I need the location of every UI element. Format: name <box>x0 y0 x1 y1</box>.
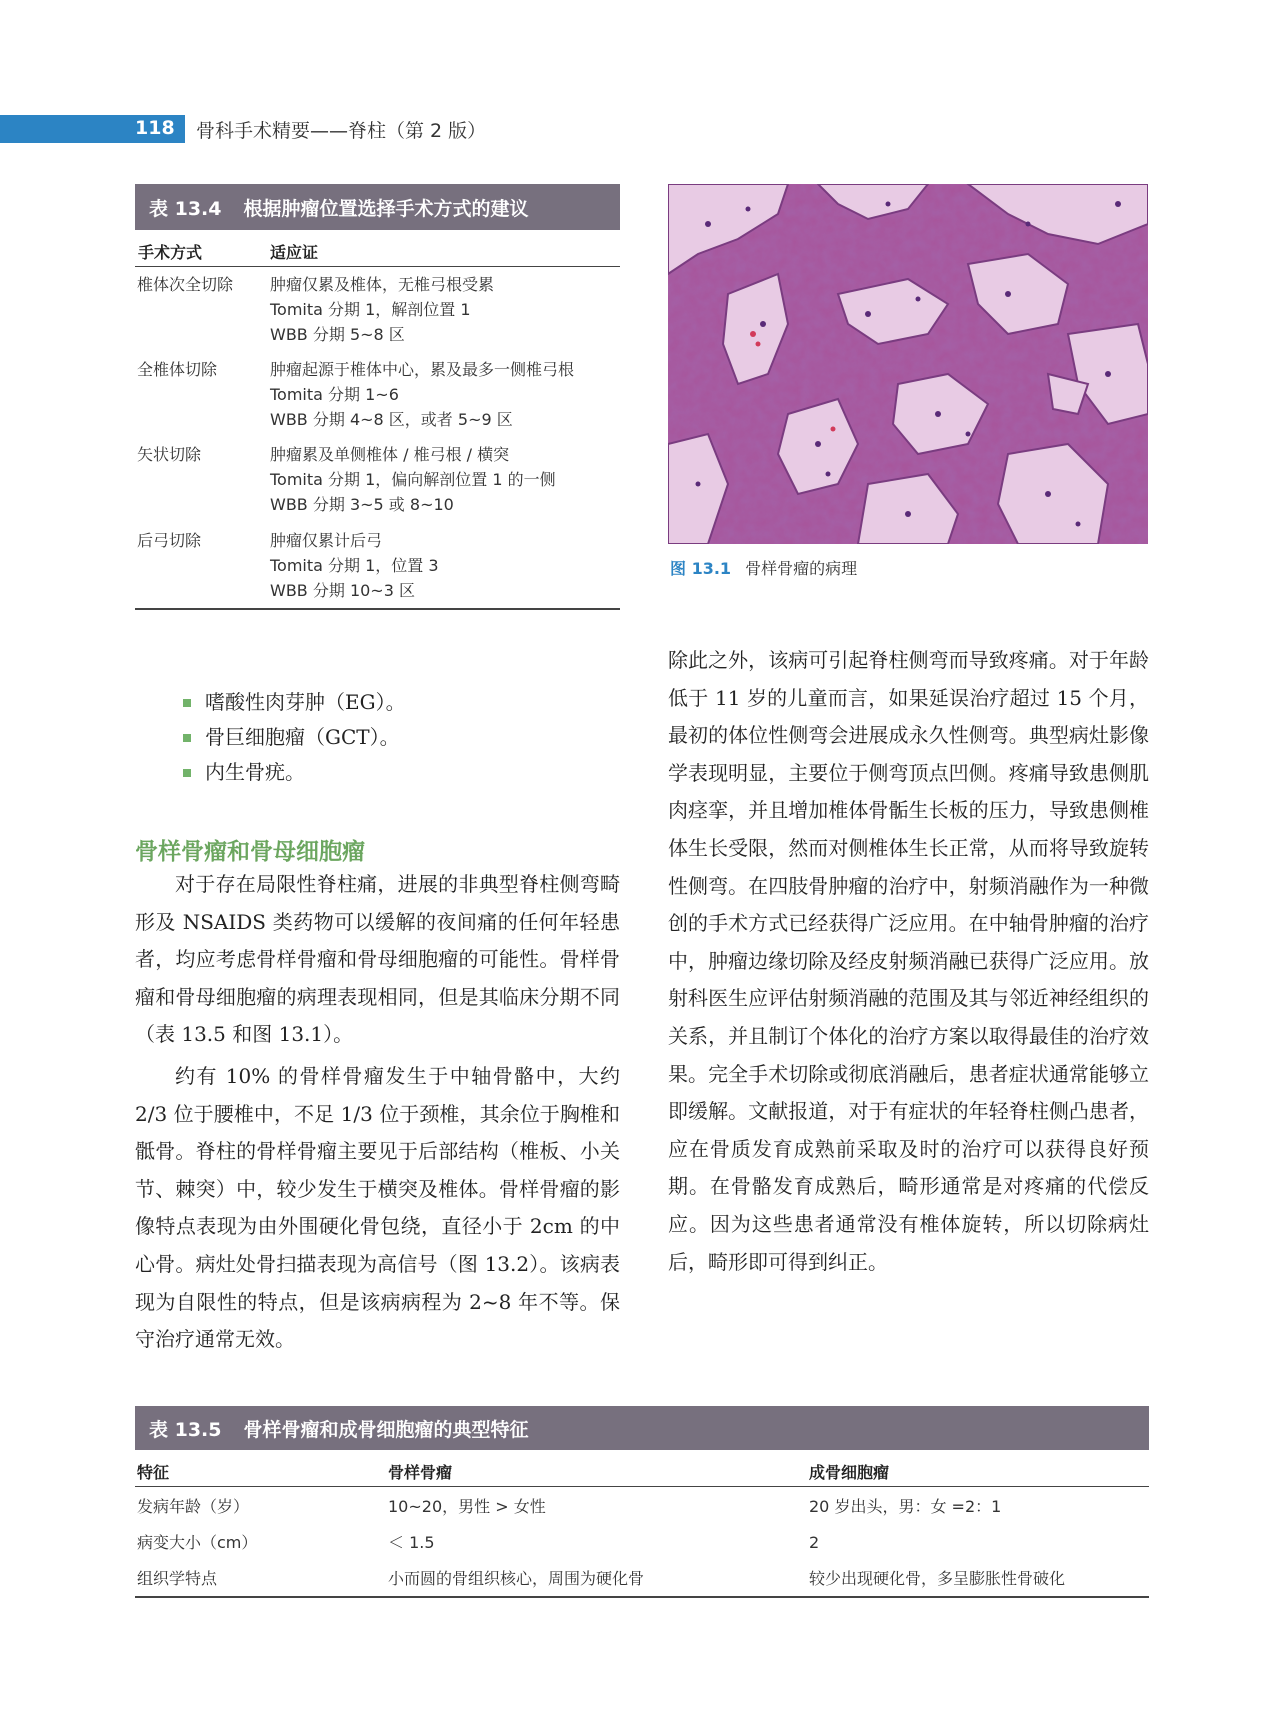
figure-caption <box>670 556 857 579</box>
indication-line: WBB 分期 5~8 区 <box>270 325 405 344</box>
histology-image <box>668 184 1148 544</box>
indication-line: Tomita 分期 1，位置 3 <box>270 556 439 575</box>
feature-cell: 病变大小（cm） <box>137 1533 258 1552</box>
osteoblastoma-cell: 2 <box>809 1533 820 1552</box>
feature-cell: 组织学特点 <box>137 1569 218 1588</box>
list-item: 嗜酸性肉芽肿（EG）。 <box>183 685 406 720</box>
column-header-rule <box>135 266 620 267</box>
osteoid-osteoma-cell: 小而圆的骨组织核心，周围为硬化骨 <box>388 1569 645 1588</box>
method-cell: 后弓切除 <box>137 531 202 550</box>
column-header-osteoblastoma: 成骨细胞瘤 <box>809 1463 890 1482</box>
bullet-square-icon <box>183 699 191 707</box>
method-cell: 椎体次全切除 <box>137 275 234 294</box>
table-13-4-header <box>135 184 620 230</box>
right-column-text <box>668 642 1149 1281</box>
list-item: 骨巨细胞瘤（GCT）。 <box>183 720 406 755</box>
table-13-5 <box>135 1406 1149 1596</box>
figure-label: 图 13.1 <box>670 559 732 578</box>
table-bottom-rule <box>135 1596 1149 1598</box>
page-number: 118 <box>135 117 175 139</box>
table-13-4-title: 根据肿瘤位置选择手术方式的建议 <box>243 197 529 220</box>
bullet-square-icon <box>183 734 191 742</box>
list-item: 内生骨疣。 <box>183 755 406 790</box>
indication-line: 肿瘤仅累及椎体，无椎弓根受累 <box>270 275 495 294</box>
method-cell: 矢状切除 <box>137 445 202 464</box>
book-title: 骨科手术精要——脊柱（第 2 版） <box>196 120 487 142</box>
osteoid-osteoma-cell: ＜ 1.5 <box>388 1533 435 1552</box>
bullet-list <box>183 685 406 790</box>
indication-line: 肿瘤起源于椎体中心，累及最多一侧椎弓根 <box>270 360 575 379</box>
indication-line: 肿瘤仅累计后弓 <box>270 531 383 550</box>
table-bottom-rule <box>135 608 620 610</box>
paragraph: 对于存在局限性脊柱痛，进展的非典型脊柱侧弯畸形及 NSAIDS 类药物可以缓解的夜间痛的任何年轻患者，均应考虑骨样骨瘤和骨母细胞瘤的可能性。骨样骨瘤和骨母细胞瘤的病理表现相同，但是其临床分期不同（表 13.5 和图 13.1）。 <box>135 872 620 1047</box>
left-column-text <box>135 866 620 1359</box>
indication-line: 肿瘤累及单侧椎体 / 椎弓根 / 横突 <box>270 445 510 464</box>
column-header-rule <box>135 1486 1149 1487</box>
figure-caption-text: 骨样骨瘤的病理 <box>745 559 858 578</box>
osteoid-osteoma-cell: 10~20，男性 > 女性 <box>388 1497 546 1516</box>
indication-line: Tomita 分期 1~6 <box>270 385 399 404</box>
column-header-osteoid-osteoma: 骨样骨瘤 <box>388 1463 453 1482</box>
section-title: 骨样骨瘤和骨母细胞瘤 <box>135 839 365 865</box>
paragraph: 除此之外，该病可引起脊柱侧弯而导致疼痛。对于年龄低于 11 岁的儿童而言，如果延误治疗超过 15 个月，最初的体位性侧弯会进展成永久性侧弯。典型病灶影像学表现明显，主要位于侧弯顶点凹侧。疼痛导致患侧肌肉痉挛，并且增加椎体骨骺生长板的压力，导致患侧椎体生长受限，然而对侧椎体生长正常，从而将导致旋转性侧弯。在四肢骨肿瘤的治疗中，射频消融作为一种微创的手术方式已经获得广泛应用。在中轴骨肿瘤的治疗中，肿瘤边缘切除及经皮射频消融已获得广泛应用。放射科医生应评估射频消融的范围及其与邻近神经组织的关系，并且制订个体化的治疗方案以取得最佳的治疗效果。完全手术切除或彻底消融后，患者症状通常能够立即缓解。文献报道，对于有症状的年轻脊柱侧凸患者，应在骨质发育成熟前采取及时的治疗可以获得良好预期。在骨骼发育成熟后，畸形通常是对疼痛的代偿反应。因为这些患者通常没有椎体旋转，所以切除病灶后，畸形即可得到纠正。 <box>668 648 1149 1274</box>
indication-line: WBB 分期 4~8 区，或者 5~9 区 <box>270 410 513 429</box>
table-13-5-number: 表 13.5 <box>149 1418 222 1441</box>
table-13-5-title: 骨样骨瘤和成骨细胞瘤的典型特征 <box>243 1418 529 1441</box>
table-13-4-number: 表 13.4 <box>149 197 222 220</box>
column-header-indication: 适应证 <box>270 243 319 262</box>
indication-line: Tomita 分期 1，偏向解剖位置 1 的一侧 <box>270 470 556 489</box>
table-13-5-header <box>135 1406 1149 1450</box>
method-cell: 全椎体切除 <box>137 360 218 379</box>
feature-cell: 发病年龄（岁） <box>137 1497 250 1516</box>
osteoblastoma-cell: 20 岁出头，男：女 =2：1 <box>809 1497 1002 1516</box>
indication-line: WBB 分期 3~5 或 8~10 <box>270 495 454 514</box>
column-header-method: 手术方式 <box>138 243 203 262</box>
indication-line: WBB 分期 10~3 区 <box>270 581 415 600</box>
column-header-feature: 特征 <box>137 1463 170 1482</box>
paragraph: 约有 10% 的骨样骨瘤发生于中轴骨骼中，大约 2/3 位于腰椎中，不足 1/3 位于颈椎，其余位于胸椎和骶骨。脊柱的骨样骨瘤主要见于后部结构（椎板、小关节、棘突）中，较少发生于横突及椎体。骨样骨瘤的影像特点表现为由外围硬化骨包绕，直径小于 2cm 的中心骨。病灶处骨扫描表现为高信号（图 13.2）。该病表现为自限性的特点，但是该病病程为 2~8 年不等。保守治疗通常无效。 <box>135 1063 620 1352</box>
osteoblastoma-cell: 较少出现硬化骨，多呈膨胀性骨破化 <box>809 1569 1066 1588</box>
bullet-square-icon <box>183 769 191 777</box>
table-13-4 <box>135 184 620 609</box>
indication-line: Tomita 分期 1，解剖位置 1 <box>270 300 471 319</box>
